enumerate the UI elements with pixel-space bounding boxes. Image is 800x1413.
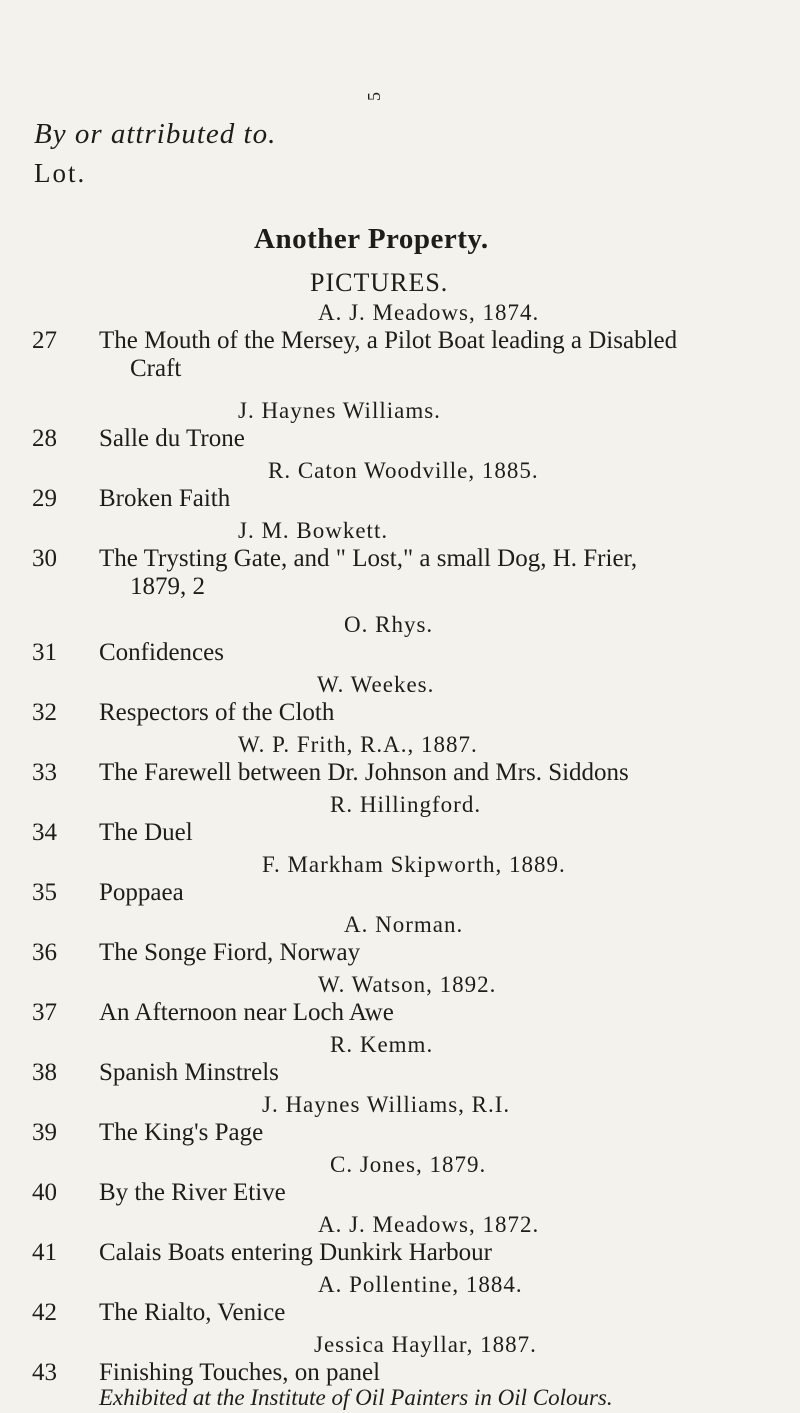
section-title: Another Property. <box>254 223 489 255</box>
lot-title: By the River Etive <box>99 1179 286 1206</box>
lot-title: Poppaea <box>99 879 184 906</box>
lot-title: Finishing Touches, on panel <box>99 1359 381 1386</box>
lot-artist: R. Caton Woodville, 1885. <box>268 458 539 483</box>
lot-number: 30 <box>32 545 57 572</box>
lot-title-continued: Craft <box>130 355 182 382</box>
lot-title: The King's Page <box>99 1119 264 1146</box>
lot-artist: A. Pollentine, 1884. <box>318 1272 523 1297</box>
lot-title: Confidences <box>99 639 224 666</box>
lot-artist: R. Kemm. <box>330 1032 434 1057</box>
lot-number: 36 <box>32 939 57 966</box>
lot-number: 35 <box>32 879 57 906</box>
lot-title: The Duel <box>99 819 193 846</box>
lot-number: 33 <box>32 759 57 786</box>
section-subtitle: PICTURES. <box>310 268 449 297</box>
lot-title: The Songe Fiord, Norway <box>99 939 361 966</box>
lot-artist: A. J. Meadows, 1872. <box>318 1212 540 1237</box>
lot-title: An Afternoon near Loch Awe <box>99 999 394 1026</box>
lot-number: 40 <box>32 1179 57 1206</box>
lot-title: Respectors of the Cloth <box>99 699 335 726</box>
lot-title: Broken Faith <box>99 485 231 512</box>
lot-number: 37 <box>32 999 57 1026</box>
lot-number: 38 <box>32 1059 57 1086</box>
lot-artist: C. Jones, 1879. <box>330 1152 487 1177</box>
lot-title: Calais Boats entering Dunkirk Harbour <box>99 1239 492 1266</box>
lot-title: The Farewell between Dr. Johnson and Mrs. Siddons <box>99 759 629 786</box>
lot-artist: W. P. Frith, R.A., 1887. <box>238 732 478 757</box>
lot-number: 34 <box>32 819 57 846</box>
lot-title: Salle du Trone <box>99 425 245 452</box>
lot-title: The Mouth of the Mersey, a Pilot Boat leading a Disabled <box>99 327 678 354</box>
lot-title: The Trysting Gate, and " Lost," a small Dog, H. Frier, <box>99 545 638 572</box>
lot-artist: F. Markham Skipworth, 1889. <box>262 852 566 877</box>
lot-title-continued: 1879, 2 <box>130 573 205 600</box>
lot-number: 31 <box>32 639 57 666</box>
page-number: 5 <box>364 92 384 101</box>
lot-artist: O. Rhys. <box>344 612 434 637</box>
lot-artist: J. Haynes Williams, R.I. <box>262 1092 511 1117</box>
lot-column-label: Lot. <box>34 158 87 188</box>
lot-number: 41 <box>32 1239 57 1266</box>
lot-artist: A. Norman. <box>344 912 464 937</box>
lot-artist: R. Hillingford. <box>330 792 482 817</box>
lot-artist: A. J. Meadows, 1874. <box>318 300 540 325</box>
lot-number: 29 <box>32 485 57 512</box>
lot-artist: J. M. Bowkett. <box>238 518 389 543</box>
lot-number: 39 <box>32 1119 57 1146</box>
lot-artist: Jessica Hayllar, 1887. <box>314 1332 537 1357</box>
lot-artist: W. Watson, 1892. <box>318 972 497 997</box>
lot-number: 32 <box>32 699 57 726</box>
lot-number: 28 <box>32 425 57 452</box>
lot-exhibition-note: Exhibited at the Institute of Oil Painters in Oil Colours. <box>99 1385 613 1410</box>
lot-number: 27 <box>32 327 57 354</box>
lot-artist: W. Weekes. <box>317 672 435 697</box>
lot-artist: J. Haynes Williams. <box>238 398 441 423</box>
lot-title: The Rialto, Venice <box>99 1299 286 1326</box>
lot-title: Spanish Minstrels <box>99 1059 279 1086</box>
lot-number: 42 <box>32 1299 57 1326</box>
lot-number: 43 <box>32 1359 57 1386</box>
header-line: By or attributed to. <box>34 118 277 150</box>
